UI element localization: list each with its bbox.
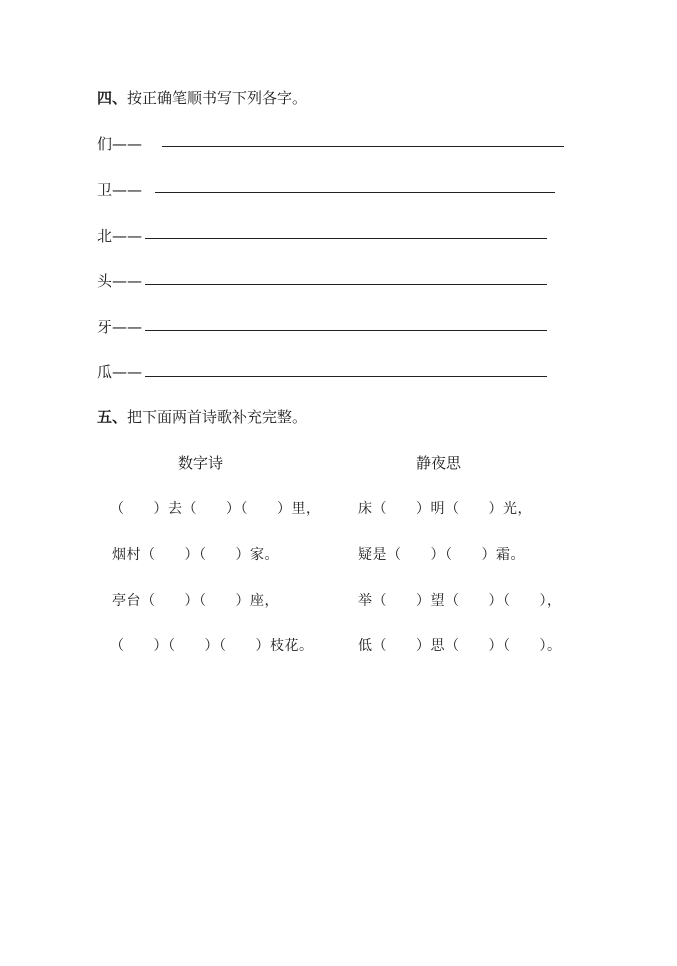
stroke-answer-line[interactable] [162, 146, 564, 147]
section-4-heading [97, 87, 307, 108]
poem-1-line: （ ）（ ）（ ）枝花。 [110, 638, 314, 654]
stroke-row-label: 卫—— [97, 181, 143, 199]
section-4-number: 四、 [97, 89, 128, 107]
poem-2-line: 床（ ）明（ ）光， [358, 501, 532, 517]
stroke-row-label: 头—— [97, 272, 143, 290]
stroke-row-label: 牙—— [97, 318, 143, 336]
section-5-instruction: 把下面两首诗歌补充完整。 [127, 408, 308, 426]
poem-2-line: 低（ ）思（ ）（ ）。 [358, 638, 562, 654]
poem-1-line: （ ）去（ ）（ ）里， [110, 501, 321, 517]
stroke-answer-line[interactable] [145, 330, 547, 331]
section-4-instruction: 按正确笔顺书写下列各字。 [127, 89, 308, 107]
stroke-row-label: 北—— [97, 227, 143, 245]
poem-1-line: 亭台（ ）（ ）座， [112, 593, 279, 609]
stroke-row-label: 们—— [97, 135, 143, 153]
stroke-answer-line[interactable] [145, 238, 547, 239]
section-5-heading [97, 406, 307, 427]
section-5-number: 五、 [97, 408, 128, 426]
poem-1-title: 数字诗 [178, 454, 224, 472]
stroke-answer-line[interactable] [145, 284, 547, 285]
poem-1-line: 烟村（ ）（ ）家。 [112, 547, 279, 563]
poem-2-line: 举（ ）望（ ）（ ）， [358, 593, 562, 609]
stroke-answer-line[interactable] [155, 192, 555, 193]
stroke-answer-line[interactable] [145, 376, 547, 377]
poem-2-title: 静夜思 [416, 454, 462, 472]
poem-2-line: 疑是（ ）（ ）霜。 [358, 547, 525, 563]
stroke-row-label: 瓜—— [97, 363, 143, 381]
